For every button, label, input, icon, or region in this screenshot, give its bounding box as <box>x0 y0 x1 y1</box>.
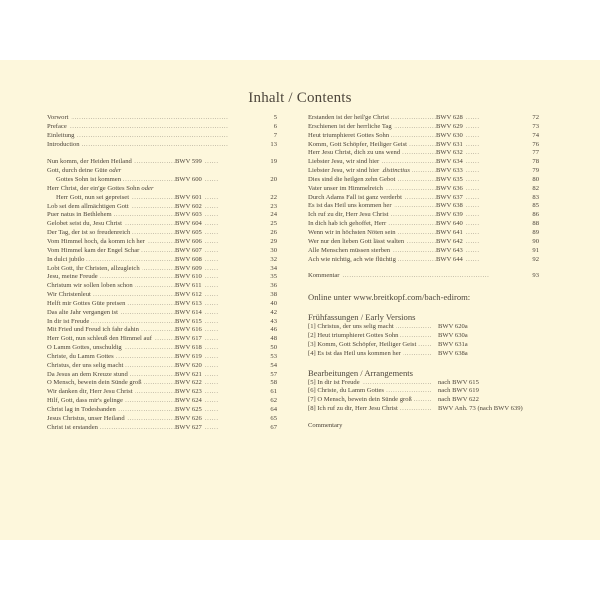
toc-entry <box>47 415 277 424</box>
page-number: 24 <box>265 211 277 220</box>
page-number: 80 <box>527 176 539 185</box>
page-number: 22 <box>265 194 277 203</box>
online-item-title: [4] Es ist das Heil uns kommen her <box>308 349 401 357</box>
bwv-number: BWV 639 <box>436 211 463 219</box>
page-number: 86 <box>527 211 539 220</box>
page-number: 72 <box>527 114 539 123</box>
bwv-number: BWV 614 <box>175 308 202 316</box>
page-number: 79 <box>527 167 539 176</box>
entry-title: Puer natus in Bethlehem <box>47 211 112 219</box>
page-number: 23 <box>265 203 277 212</box>
bwv-number: BWV 609 <box>175 264 202 272</box>
bwv-number: BWV 618 <box>175 344 202 352</box>
toc-entry <box>308 149 539 158</box>
online-item-ref: nach BWV 622 <box>438 396 479 404</box>
toc-entry <box>47 371 277 380</box>
page-number: 83 <box>527 194 539 203</box>
bwv-number: BWV 629 <box>436 122 463 130</box>
toc-entry <box>47 203 277 212</box>
online-item-ref: BWV 631a <box>438 340 468 348</box>
toc-entry <box>47 291 277 300</box>
entry-title: Ich ruf zu dir, Herr Jesu Christ <box>308 211 389 219</box>
toc-entry <box>47 220 277 229</box>
entry-title: Wir danken dir, Herr Jesu Christ <box>47 388 133 396</box>
entry-title-italic: distinctius <box>382 167 410 175</box>
toc-entry <box>47 300 277 309</box>
entry-title: Alle Menschen müssen sterben <box>308 246 391 254</box>
toc-entry <box>47 353 277 362</box>
bwv-number: BWV 643 <box>436 246 463 254</box>
toc-entry <box>47 238 277 247</box>
bwv-number: BWV 633 <box>436 167 463 175</box>
entry-title: Vom Himmel hoch, da komm ich her <box>47 237 145 245</box>
toc-entry <box>308 132 539 141</box>
page-number: 40 <box>265 300 277 309</box>
toc-entry <box>308 247 539 256</box>
bwv-number: BWV 607 <box>175 246 202 254</box>
toc-entry <box>47 185 277 194</box>
page-number: 67 <box>265 424 277 433</box>
toc-entry <box>47 335 277 344</box>
page-number: 5 <box>273 114 277 121</box>
online-item-ref: BWV Anh. 73 (nach BWV 639) <box>438 405 523 413</box>
toc-entry <box>308 194 539 203</box>
page-number: 35 <box>265 273 277 282</box>
page-number: 6 <box>273 122 277 130</box>
online-item <box>308 387 539 396</box>
entry-title: Jesus Christus, unser Heiland <box>47 414 125 422</box>
bwv-number: BWV 605 <box>175 229 202 237</box>
early-versions-heading: Frühfassungen / Early Versions <box>308 312 416 323</box>
toc-entry <box>308 185 539 194</box>
entry-title: Herr Christ, der ein'ge Gottes Sohn <box>47 184 140 192</box>
entry-title-italic: oder <box>109 167 122 175</box>
toc-entry <box>47 397 277 406</box>
bwv-number: BWV 635 <box>436 175 463 183</box>
entry-title: Dies sind die heilgen zehn Gebot <box>308 175 396 183</box>
toc-entry <box>308 176 539 185</box>
online-item-title: [2] Heut triumphieret Gottes Sohn <box>308 332 399 340</box>
entry-title: Christe, du Lamm Gottes <box>47 352 114 360</box>
online-item <box>308 341 539 350</box>
toc-entry <box>47 256 277 265</box>
bwv-number: BWV 619 <box>175 352 202 360</box>
bwv-number: BWV 616 <box>175 326 202 334</box>
chorale-list-left <box>47 158 277 432</box>
entry-title: Wir Christenleut <box>47 291 91 299</box>
entry-title: Es ist das Heil uns kommen her <box>308 202 392 210</box>
page-number: 61 <box>265 388 277 397</box>
page-number: 20 <box>265 176 277 185</box>
entry-title: Herr Jesu Christ, dich zu uns wend <box>308 149 401 157</box>
toc-entry <box>47 379 277 388</box>
page-number: 77 <box>527 149 539 158</box>
bwv-number: BWV 636 <box>436 184 463 192</box>
entry-title: Erstanden ist der heil'ge Christ <box>308 114 390 121</box>
entry-title: Liebster Jesu, wir sind hier <box>308 167 380 175</box>
contents-page <box>0 60 600 540</box>
page-number: 88 <box>527 220 539 229</box>
entry-title: Heut triumphieret Gottes Sohn <box>308 131 390 139</box>
page-number: 26 <box>265 229 277 238</box>
bwv-number: BWV 617 <box>175 335 202 343</box>
entry-title: Da Jesus an dem Kreuze stund <box>47 370 128 378</box>
bwv-number: BWV 606 <box>175 237 202 245</box>
toc-entry <box>47 406 277 415</box>
page-number: 48 <box>265 335 277 344</box>
page-number: 50 <box>265 344 277 353</box>
entry-title: Der Tag, der ist so freudenreich <box>47 229 131 237</box>
toc-entry <box>47 362 277 371</box>
bwv-number: BWV 621 <box>175 370 202 378</box>
page-number: 74 <box>527 132 539 141</box>
bwv-number: BWV 624 <box>175 397 202 405</box>
entry-title: Das alte Jahr vergangen ist <box>47 308 118 316</box>
entry-title: Herr Gott, nun schleuß den Himmel auf <box>47 335 152 343</box>
page-number: 30 <box>265 247 277 256</box>
entry-title: Christum wir sollen loben schon <box>47 282 133 290</box>
page-number: 43 <box>265 318 277 327</box>
page-number: 64 <box>265 406 277 415</box>
contents-right-column <box>308 114 539 431</box>
arrangements-list <box>308 379 539 414</box>
bwv-number: BWV 615 <box>175 317 202 325</box>
entry-title: Lob sei dem allmächtigen Gott <box>47 202 129 210</box>
page-number: 38 <box>265 291 277 300</box>
page-number: 25 <box>265 220 277 229</box>
kommentar-entry: Kommentar . . . 93 <box>308 272 539 281</box>
bwv-number: BWV 620 <box>175 361 202 369</box>
bwv-number: BWV 632 <box>436 149 463 157</box>
entry-title: Lobt Gott, ihr Christen, allzugleich <box>47 264 140 272</box>
online-item-ref: BWV 638a <box>438 349 468 357</box>
toc-entry <box>308 238 539 247</box>
entry-title: Gott, durch deine Güte <box>47 167 108 175</box>
page-number: 89 <box>527 229 539 238</box>
page-number: 73 <box>527 123 539 132</box>
bwv-number: BWV 638 <box>436 202 463 210</box>
toc-entry <box>308 202 539 211</box>
toc-entry <box>47 326 277 335</box>
entry-title: Erschienen ist der herrliche Tag <box>308 122 392 130</box>
toc-entry <box>308 229 539 238</box>
bwv-number: BWV 600 <box>175 176 202 184</box>
page-number: 90 <box>527 238 539 247</box>
toc-entry <box>47 388 277 397</box>
bwv-number: BWV 603 <box>175 211 202 219</box>
toc-entry <box>308 220 539 229</box>
entry-title: Wenn wir in höchsten Nöten sein <box>308 228 396 236</box>
entry-title: Durch Adams Fall ist ganz verderbt <box>308 193 402 201</box>
toc-entry <box>47 211 277 220</box>
bwv-number: BWV 637 <box>436 193 463 201</box>
page-number: 42 <box>265 309 277 318</box>
toc-entry <box>47 273 277 282</box>
toc-entry <box>47 176 277 185</box>
bwv-number: BWV 642 <box>436 237 463 245</box>
bwv-number: BWV 622 <box>175 379 202 387</box>
entry-title: Hilf, Gott, dass mir's gelinge <box>47 397 123 405</box>
bwv-number: BWV 613 <box>175 299 202 307</box>
bwv-number: BWV 628 <box>436 114 463 121</box>
entry-title: In dulci jubilo <box>47 255 85 263</box>
early-versions-list <box>308 323 539 358</box>
toc-entry <box>47 229 277 238</box>
toc-entry <box>308 158 539 167</box>
online-item-ref: BWV 630a <box>438 332 468 340</box>
bwv-number: BWV 631 <box>436 140 463 148</box>
entry-title: In dich hab ich gehoffet, Herr <box>308 220 387 228</box>
page-title: Inhalt / Contents <box>248 90 352 106</box>
toc-entry <box>308 141 539 150</box>
online-item <box>308 350 539 359</box>
page-number: 62 <box>265 397 277 406</box>
page-number: 53 <box>265 353 277 362</box>
online-item-ref: nach BWV 619 <box>438 387 479 395</box>
front-matter-item: Preface . . . 6 <box>47 123 277 132</box>
bwv-number: BWV 644 <box>436 255 463 263</box>
entry-title: Helft mir Gottes Güte preisen <box>47 299 126 307</box>
entry-title: Christus, der uns selig macht <box>47 361 124 369</box>
toc-entry <box>47 167 277 176</box>
entry-title-italic: oder <box>141 184 154 192</box>
page-number: 58 <box>265 379 277 388</box>
page-number: 13 <box>270 140 277 148</box>
page-number: 29 <box>265 238 277 247</box>
entry-title: Gottes Sohn ist kommen <box>47 176 123 183</box>
bwv-number: BWV 626 <box>175 414 202 422</box>
page-number: 78 <box>527 158 539 167</box>
entry-title: Nun komm, der Heiden Heiland <box>47 158 132 166</box>
page-number: 82 <box>527 185 539 194</box>
page-number: 34 <box>265 265 277 274</box>
entry-title: Komm, Gott Schöpfer, Heiliger Geist <box>308 140 407 148</box>
toc-entry <box>308 123 539 132</box>
entry-title: Wer nur den lieben Gott lässt walten <box>308 237 405 245</box>
arrangements-heading: Bearbeitungen / Arrangements <box>308 367 414 378</box>
online-item-title: [3] Komm, Gott Schöpfer, Heiliger Geist <box>308 340 417 348</box>
commentary-label: Commentary <box>308 421 343 429</box>
bwv-number: BWV 641 <box>436 228 463 236</box>
page-number: 92 <box>527 256 539 265</box>
online-item <box>308 323 539 332</box>
toc-entry <box>47 282 277 291</box>
page-number: 54 <box>265 362 277 371</box>
entry-title: Christ lag in Todesbanden <box>47 406 116 413</box>
bwv-number: BWV 625 <box>175 406 202 413</box>
online-item-title: [7] O Mensch, bewein dein Sünde groß <box>308 396 412 404</box>
bwv-number: BWV 604 <box>175 220 202 228</box>
online-item-title: [1] Christus, der uns selig macht <box>308 323 394 331</box>
page-number: 91 <box>527 247 539 256</box>
bwv-number: BWV 608 <box>175 255 202 263</box>
toc-entry <box>47 194 277 203</box>
toc-entry <box>47 424 277 433</box>
contents-left-column <box>47 114 277 433</box>
bwv-number: BWV 630 <box>436 131 463 139</box>
bwv-number: BWV 610 <box>175 273 202 281</box>
toc-entry <box>47 158 277 167</box>
entry-title: Vater unser im Himmelreich <box>308 184 383 192</box>
page-number: 7 <box>273 131 277 139</box>
entry-title: Liebster Jesu, wir sind hier <box>308 158 380 166</box>
bwv-number: BWV 599 <box>175 158 202 166</box>
bwv-number: BWV 601 <box>175 193 202 201</box>
page-number: 57 <box>265 371 277 380</box>
entry-title: Christ ist erstanden <box>47 423 98 431</box>
entry-title: Gelobet seist du, Jesu Christ <box>47 220 122 228</box>
online-item-ref: nach BWV 615 <box>438 378 479 386</box>
entry-title: Jesu, meine Freude <box>47 273 98 281</box>
chorale-list-right <box>308 114 539 264</box>
bwv-number: BWV 612 <box>175 291 202 299</box>
toc-entry <box>47 318 277 327</box>
page-number: 32 <box>265 256 277 265</box>
front-matter-list <box>47 114 277 149</box>
bwv-number: BWV 627 <box>175 423 202 431</box>
front-matter-item: Introduction . . . 13 <box>47 141 277 150</box>
entry-title: Vom Himmel kam der Engel Schar <box>47 246 140 254</box>
online-item-title: [6] Christe, du Lamm Gottes <box>308 387 384 395</box>
toc-entry <box>308 167 539 176</box>
online-item <box>308 396 539 405</box>
page-number: 76 <box>527 141 539 150</box>
online-item-title: [5] In dir ist Freude <box>308 378 360 386</box>
page-number: 93 <box>532 272 539 280</box>
page-number: 19 <box>265 158 277 167</box>
online-item <box>308 379 539 388</box>
toc-entry <box>47 344 277 353</box>
entry-title: O Mensch, bewein dein Sünde groß <box>47 379 142 387</box>
bwv-number: BWV 611 <box>175 282 202 290</box>
online-item-ref: BWV 620a <box>438 323 468 331</box>
toc-entry <box>47 309 277 318</box>
entry-title: O Lamm Gottes, unschuldig <box>47 344 122 352</box>
toc-entry <box>308 256 539 265</box>
toc-entry <box>47 247 277 256</box>
online-item <box>308 332 539 341</box>
entry-title: Ach wie nichtig, ach wie flüchtig <box>308 255 396 263</box>
toc-entry <box>47 265 277 274</box>
entry-title: Herr Gott, nun sei gepreiset <box>47 194 131 201</box>
bwv-number: BWV 623 <box>175 388 202 396</box>
toc-entry <box>308 114 539 123</box>
page-number: 85 <box>527 202 539 211</box>
bwv-number: BWV 634 <box>436 158 463 166</box>
page-number: 46 <box>265 326 277 335</box>
bwv-number: BWV 602 <box>175 202 202 210</box>
online-item <box>308 405 539 414</box>
front-matter-item: Einleitung . . . 7 <box>47 132 277 141</box>
bwv-number: BWV 640 <box>436 220 463 228</box>
online-item-title: [8] Ich ruf zu dir, Herr Jesu Christ <box>308 405 398 413</box>
online-heading: Online unter www.breitkopf.com/bach-edirom: <box>308 292 471 303</box>
entry-title: Mit Fried und Freud ich fahr dahin <box>47 326 139 334</box>
toc-entry <box>308 211 539 220</box>
front-matter-item: Vorwort . . . 5 <box>47 114 277 123</box>
page-number: 65 <box>265 415 277 424</box>
page-number: 36 <box>265 282 277 291</box>
entry-title: In dir ist Freude <box>47 317 90 325</box>
